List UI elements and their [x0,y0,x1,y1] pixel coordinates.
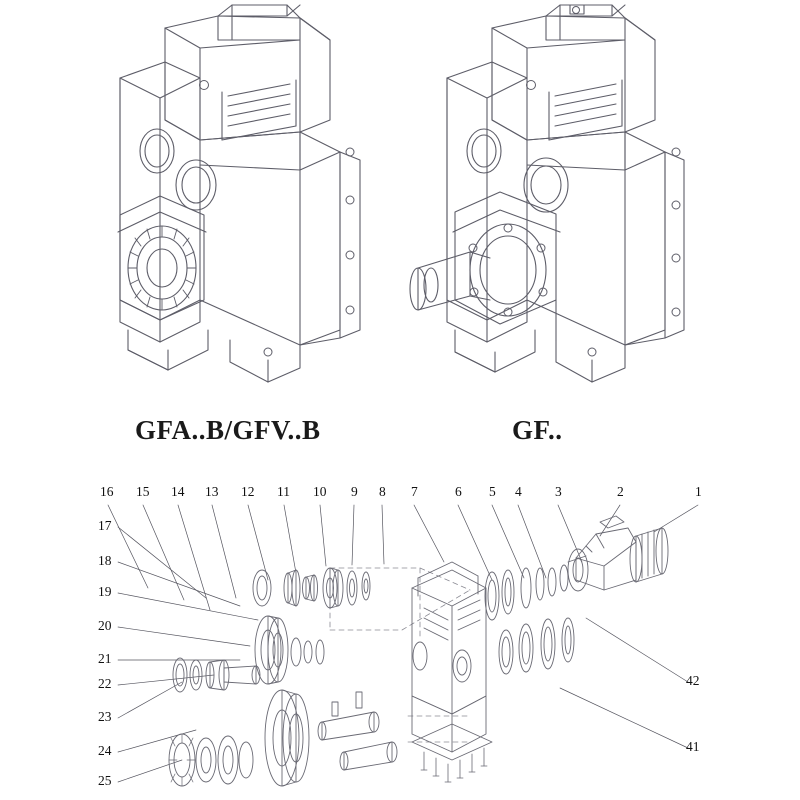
part-number-10: 10 [313,484,327,499]
part-number-12: 12 [241,484,255,499]
part-number-9: 9 [351,484,358,499]
part-number-7: 7 [411,484,418,499]
part-number-15: 15 [136,484,150,499]
part-number-16: 16 [100,484,114,499]
part-number-25: 25 [98,773,112,788]
part-number-22: 22 [98,676,112,691]
part-number-21: 21 [98,651,112,666]
caption-right: GF.. [512,415,563,445]
part-number-3: 3 [555,484,562,499]
exploded-parts-diagram [0,470,800,800]
part-number-20: 20 [98,618,112,633]
right-gearbox-drawing [410,5,684,382]
part-number-4: 4 [515,484,522,499]
parts-row-middle [173,616,324,692]
exploded-view-svg [0,470,800,800]
parts-row-bottom [169,690,397,786]
parts-right-rings [485,565,574,674]
part-number-2: 2 [617,484,624,499]
part-number-19: 19 [98,584,112,599]
part-number-41: 41 [686,739,700,754]
part-number-1: 1 [695,484,702,499]
caption-left: GFA..B/GFV..B [135,415,321,445]
part-number-14: 14 [171,484,185,499]
motor-adapter [568,516,668,591]
part-number-42: 42 [686,673,700,688]
housing-body [412,562,492,782]
part-number-23: 23 [98,709,112,724]
part-number-13: 13 [205,484,219,499]
part-number-5: 5 [489,484,496,499]
left-gearbox-drawing [118,5,360,382]
part-number-8: 8 [379,484,386,499]
part-number-17: 17 [98,518,112,533]
part-number-24: 24 [98,743,112,758]
part-number-11: 11 [277,484,290,499]
part-number-18: 18 [98,553,112,568]
parts-row-top [253,568,370,608]
part-number-6: 6 [455,484,462,499]
